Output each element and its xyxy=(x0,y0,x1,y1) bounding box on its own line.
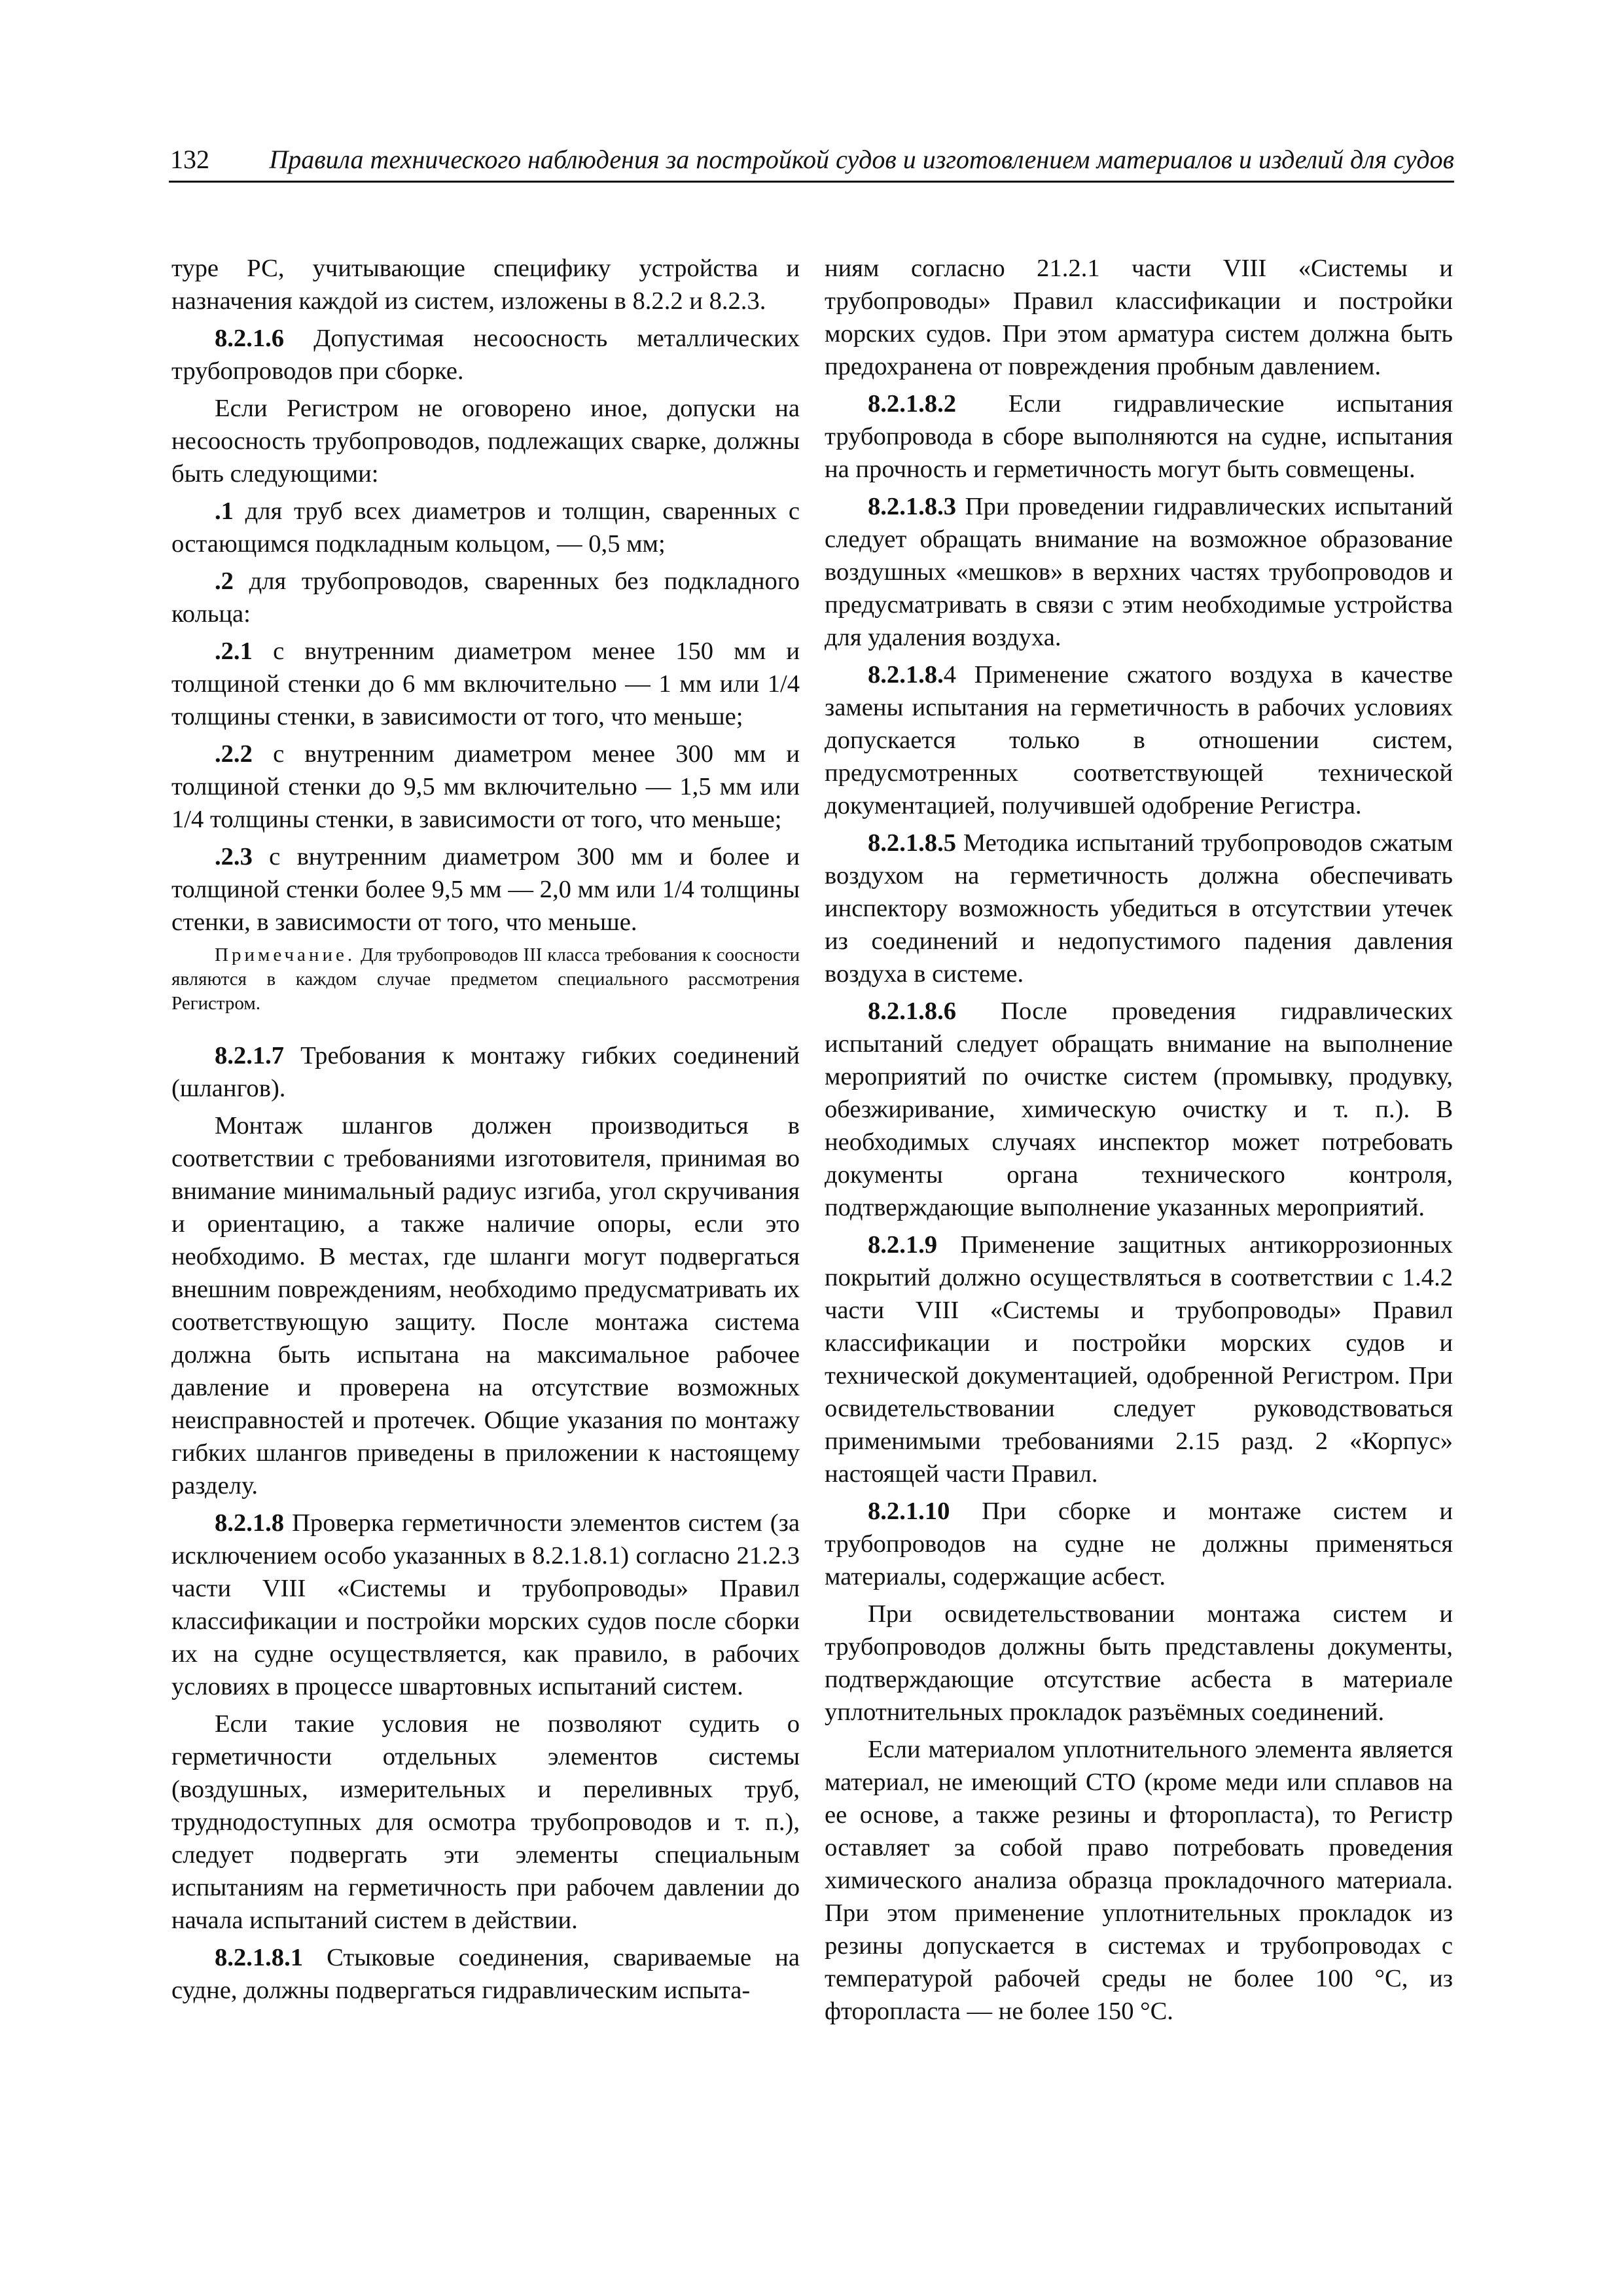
item-number: .2.3 xyxy=(215,843,253,870)
paragraph: 8.2.1.7 Требования к монтажу гибких соединений (шлангов). xyxy=(171,1042,800,1102)
paragraph: Если Регистром не оговорено иное, допуски на несоосность трубопроводов, подлежащих сварке, должны быть следующими: xyxy=(171,395,800,488)
item-number: .2.1 xyxy=(215,637,253,665)
paragraph: 8.2.1.9 Применение защитных антикоррозионных покрытий должно осуществляться в соответствии с 1.4.2 части VIII «Системы и трубопроводы» Правил классификации и постройки морских судов и технической документацией, одобренной Регистром. При освидетельствовании следует руководствоваться применимыми требованиями 2.15 разд. 2 «Корпус» настоящей части Правил. xyxy=(825,1231,1453,1488)
right-column xyxy=(825,252,1453,2032)
list-item: .2.1 с внутренним диаметром менее 150 мм и толщиной стенки до 6 мм включительно — 1 мм или 1/4 толщины стенки, в зависимости от того, что меньше; xyxy=(171,637,800,730)
clause-number: 8.2.1.8. xyxy=(868,661,944,689)
list-item: .2.3 с внутренним диаметром 300 мм и более и толщиной стенки более 9,5 мм — 2,0 мм или 1/4 толщины стенки, в зависимости от того, что меньше. xyxy=(171,843,800,936)
note: Примечание. Для трубопроводов III класса требования к соосности являются в каждом случае предметом специального рассмотрения Регистром. xyxy=(171,944,800,1014)
page-number: 132 xyxy=(170,145,209,174)
paragraph: 8.2.1.8.5 Методика испытаний трубопроводов сжатым воздухом на герметичность должна обеспечивать инспектору возможность убедиться в отсутствии утечек из соединений и недопустимого падения давления воздуха в системе. xyxy=(825,829,1453,988)
clause-number: 8.2.1.8.1 xyxy=(215,1944,304,1971)
paragraph: При освидетельствовании монтажа систем и трубопроводов должны быть представлены документы, подтверждающие отсутствие асбеста в материале уплотнительных прокладок разъёмных соединений. xyxy=(825,1600,1453,1726)
paragraph: Монтаж шлангов должен производиться в соответствии с требованиями изготовителя, принимая во внимание минимальный радиус изгиба, угол скручивания и ориентацию, а также наличие опоры, если это необходимо. В местах, где шланги могут подвергаться внешним повреждениям, необходимо предусматривать их соответствующую защиту. После монтажа система должна быть испытана на максимальное рабочее давление и проверена на отсутствие возможных неисправностей и протечек. Общие указания по монтажу гибких шлангов приведены в приложении к настоящему разделу. xyxy=(171,1112,800,1499)
clause-number: 8.2.1.6 xyxy=(215,325,285,352)
paragraph: туре РС, учитывающие специфику устройства и назначения каждой из систем, изложены в 8.2.2 и 8.2.3. xyxy=(171,255,800,315)
item-number: .1 xyxy=(215,497,234,525)
paragraph: 8.2.1.10 При сборке и монтаже систем и трубопроводов на судне не должны применяться материалы, содержащие асбест. xyxy=(825,1498,1453,1590)
clause-number: 8.2.1.8.2 xyxy=(868,390,957,418)
item-number: .2 xyxy=(215,567,234,595)
note-label: Примечание. xyxy=(215,944,356,965)
running-title: Правила технического наблюдения за постройкой судов и изготовлением материалов и изделий для судов xyxy=(269,145,1454,174)
clause-number: 8.2.1.8.5 xyxy=(868,829,957,857)
page-header xyxy=(169,143,1454,183)
left-column xyxy=(171,252,800,2011)
clause-number: 8.2.1.9 xyxy=(868,1231,938,1259)
paragraph: 8.2.1.8.6 После проведения гидравлических испытаний следует обращать внимание на выполнение мероприятий по очистке систем (промывку, продувку, обезжиривание, химическую очистку и т. п.). В необходимых случаях инспектор может потребовать документы органа технического контроля, подтверждающие выполнение указанных мероприятий. xyxy=(825,997,1453,1221)
paragraph: Если такие условия не позволяют судить о герметичности отдельных элементов системы (воздушных, измерительных и переливных труб, труднодоступных для осмотра трубопроводов и т. п.), следует подвергать эти элементы специальным испытаниям на герметичность при рабочем давлении до начала испытаний систем в действии. xyxy=(171,1710,800,1934)
paragraph: 8.2.1.8 Проверка герметичности элементов систем (за исключением особо указанных в 8.2.1.8.1) согласно 21.2.3 части VIII «Системы и трубопроводы» Правил классификации и постройки морских судов после сборки их на судне осуществляется, как правило, в рабочих условиях в процессе швартовных испытаний систем. xyxy=(171,1509,800,1700)
paragraph: 8.2.1.8.2 Если гидравлические испытания трубопровода в сборе выполняются на судне, испытания на прочность и герметичность могут быть совмещены. xyxy=(825,390,1453,483)
list-item: .2.2 с внутренним диаметром менее 300 мм и толщиной стенки до 9,5 мм включительно — 1,5 мм или 1/4 толщины стенки, в зависимости от того, что меньше; xyxy=(171,740,800,833)
clause-number: 8.2.1.8.3 xyxy=(868,493,957,520)
clause-number: 8.2.1.7 xyxy=(215,1042,285,1069)
clause-number: 8.2.1.8.6 xyxy=(868,997,957,1025)
clause-number: 8.2.1.10 xyxy=(868,1498,950,1525)
list-item: .2 для трубопроводов, сваренных без подкладного кольца: xyxy=(171,567,800,628)
paragraph: ниям согласно 21.2.1 части VIII «Системы и трубопроводы» Правил классификации и постройки морских судов. При этом арматура систем должна быть предохранена от повреждения пробным давлением. xyxy=(825,255,1453,380)
paragraph: 8.2.1.8.1 Стыковые соединения, свариваемые на судне, должны подвергаться гидравлическим испыта- xyxy=(171,1944,800,2004)
paragraph: 8.2.1.8.3 При проведении гидравлических испытаний следует обращать внимание на возможное образование воздушных «мешков» в верхних частях трубопроводов и предусматривать в связи с этим необходимые устройства для удаления воздуха. xyxy=(825,493,1453,651)
paragraph: Если материалом уплотнительного элемента является материал, не имеющий СТО (кроме меди или сплавов на ее основе, а также резины и фторопласта), то Регистр оставляет за собой право потребовать проведения химического анализа образца прокладочного материала. При этом применение уплотнительных прокладок из резины допускается в системах и трубопроводах с температурой рабочей среды не более 100 °С, из фторопласта — не более 150 °С. xyxy=(825,1736,1453,2025)
list-item: .1 для труб всех диаметров и толщин, сваренных с остающимся подкладным кольцом, — 0,5 мм; xyxy=(171,497,800,558)
clause-number: 8.2.1.8 xyxy=(215,1509,285,1537)
item-number: .2.2 xyxy=(215,740,253,768)
paragraph: 8.2.1.8.4 Применение сжатого воздуха в качестве замены испытания на герметичность в рабочих условиях допускается только в отношении систем, предусмотренных соответствующей технической документацией, получившей одобрение Регистра. xyxy=(825,661,1453,819)
paragraph: 8.2.1.6 Допустимая несоосность металлических трубопроводов при сборке. xyxy=(171,325,800,385)
